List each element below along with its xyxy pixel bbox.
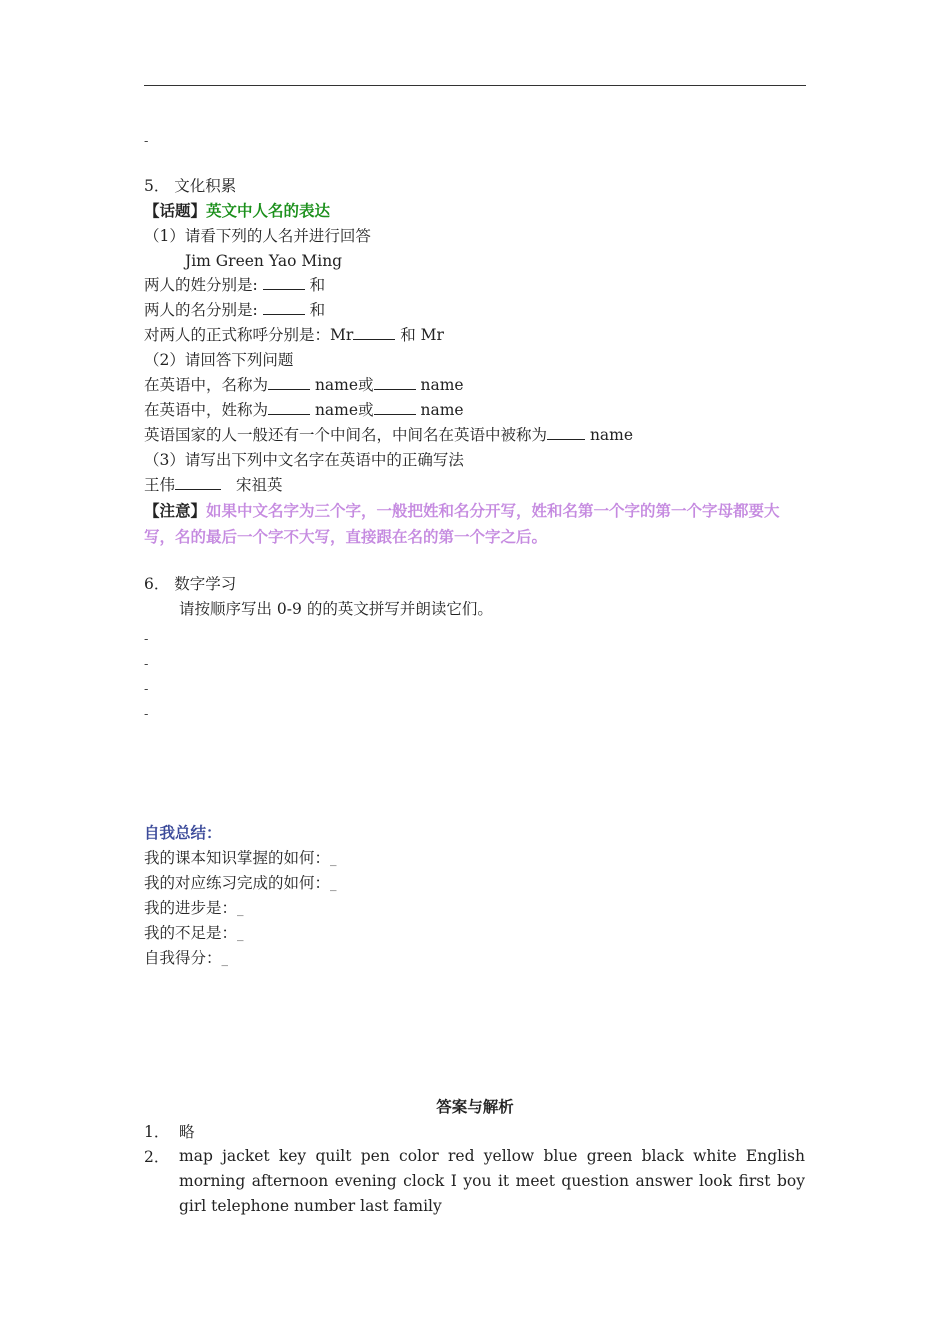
answer-2-number: 2． — [144, 1148, 170, 1166]
answer-1-text: 略 — [179, 1123, 195, 1141]
dash-marker: - — [144, 134, 149, 149]
answer-blank[interactable] — [547, 425, 585, 440]
first-name-line — [144, 375, 464, 395]
topic-title: 英文中人名的表达 — [206, 201, 331, 220]
name-song: 宋祖英 — [235, 476, 283, 494]
surname-prompt: 两人的姓分别是: — [144, 276, 263, 294]
answer-blank[interactable] — [175, 475, 221, 490]
summary-item: 我的对应练习完成的如何：_ — [144, 874, 337, 892]
given-name-line — [144, 300, 325, 320]
middle-name-line — [144, 425, 633, 445]
section-6-instruction: 请按顺序写出 0-9 的的英文拼写并朗读它们。 — [179, 600, 493, 618]
or-word: 或 — [358, 401, 374, 419]
summary-item: 我的进步是：_ — [144, 899, 244, 917]
given-name-prompt: 两人的名分别是: — [144, 301, 263, 319]
answer-2-words: map jacket key quilt pen color red yellow blue green black white English morning afternoon evening clock I you it meet question answer look first boy girl telephone number last family — [179, 1147, 805, 1215]
chinese-names-line — [144, 475, 282, 495]
section-5-heading: 5． 文化积累 — [144, 177, 237, 195]
answer-blank[interactable] — [353, 325, 395, 340]
first-name-prompt: 在英语中，名称为 — [144, 376, 269, 394]
and-word: 和 — [309, 301, 326, 319]
answer-blank[interactable] — [374, 400, 416, 415]
summary-title: 自我总结： — [144, 823, 222, 842]
answer-blank[interactable] — [263, 300, 305, 315]
note-text: 如果中文名字为三个字，一般把姓和名分开写，姓和名第一个字的第一个字母都要大写，名的最后一个字不大写，直接跟在名的第一个字之后。 — [144, 501, 780, 546]
dash-marker: - — [144, 682, 149, 697]
or-word: 或 — [358, 376, 374, 394]
answer-blank[interactable] — [268, 400, 310, 415]
name-wang: 王伟 — [144, 476, 176, 494]
middle-name-prompt: 英语国家的人一般还有一个中间名，中间名在英语中被称为 — [144, 426, 548, 444]
note-bracket: 【注意】 — [144, 501, 207, 520]
question-2: （2）请回答下列问题 — [144, 351, 294, 369]
name-word: name — [420, 401, 464, 419]
surname-line — [144, 275, 325, 295]
section-6-heading: 6． 数字学习 — [144, 575, 237, 593]
topic-line — [144, 201, 330, 221]
topic-bracket: 【话题】 — [144, 201, 207, 220]
summary-item: 我的课本知识掌握的如何：_ — [144, 849, 337, 867]
summary-item: 自我得分：_ — [144, 949, 229, 967]
last-name-line — [144, 400, 464, 420]
example-names: Jim Green Yao Ming — [185, 252, 343, 270]
name-word: name — [589, 426, 634, 444]
question-3: （3）请写出下列中文名字在英语中的正确写法 — [144, 451, 464, 469]
question-1: （1）请看下列的人名并进行回答 — [144, 227, 371, 245]
and-word: 和 — [400, 326, 416, 344]
last-name-prompt: 在英语中，姓称为 — [144, 401, 269, 419]
dash-marker: - — [144, 657, 149, 672]
answer-1-number: 1． — [144, 1123, 170, 1141]
note-paragraph — [144, 498, 808, 550]
answer-blank[interactable] — [374, 375, 416, 390]
summary-item: 我的不足是：_ — [144, 924, 244, 942]
answer-blank[interactable] — [268, 375, 310, 390]
formal-address-line — [144, 325, 444, 345]
name-word: name — [314, 376, 359, 394]
dash-marker: - — [144, 632, 149, 647]
and-word: 和 — [309, 276, 326, 294]
name-word: name — [420, 376, 464, 394]
answer-blank[interactable] — [263, 275, 305, 290]
formal-prompt: 对两人的正式称呼分别是：Mr — [144, 326, 354, 344]
mr-word: Mr — [420, 326, 444, 344]
answers-title: 答案与解析 — [436, 1097, 514, 1116]
dash-marker: - — [144, 707, 149, 722]
header-rule — [144, 85, 806, 86]
name-word: name — [314, 401, 359, 419]
